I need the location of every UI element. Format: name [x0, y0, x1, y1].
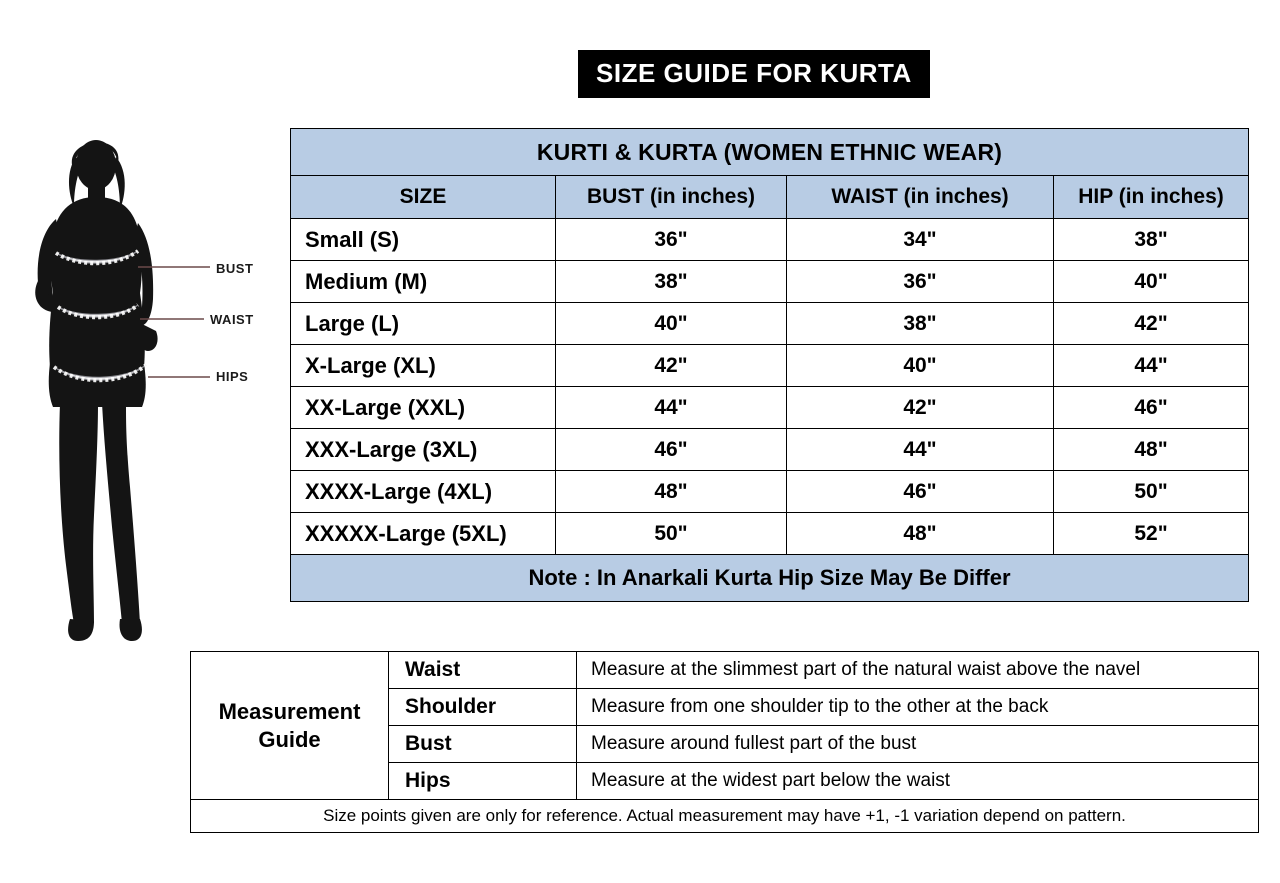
page-title: SIZE GUIDE FOR KURTA: [578, 50, 930, 98]
table-row: [291, 429, 1249, 471]
column-header-waist: WAIST (in inches): [787, 176, 1054, 219]
column-header-size: SIZE: [291, 176, 556, 219]
size-table-note: Note : In Anarkali Kurta Hip Size May Be Differ: [291, 555, 1249, 602]
measurement-guide-title-line2: Guide: [258, 726, 321, 752]
measurement-desc: Measure at the slimmest part of the natural waist above the navel: [577, 652, 1259, 689]
figure-label-waist: WAIST: [210, 312, 254, 327]
cell-bust: 46": [556, 429, 787, 471]
cell-waist: 46": [787, 471, 1054, 513]
cell-hip: 42": [1054, 303, 1249, 345]
size-table-banner: KURTI & KURTA (WOMEN ETHNIC WEAR): [291, 129, 1249, 176]
figure-label-bust: BUST: [216, 261, 254, 276]
cell-hip: 48": [1054, 429, 1249, 471]
table-row: [291, 387, 1249, 429]
cell-size: Large (L): [291, 303, 556, 345]
cell-waist: 34": [787, 219, 1054, 261]
cell-hip: 44": [1054, 345, 1249, 387]
cell-waist: 48": [787, 513, 1054, 555]
table-row: [291, 471, 1249, 513]
cell-waist: 44": [787, 429, 1054, 471]
table-note-row: [291, 555, 1249, 602]
measurement-key: Shoulder: [389, 689, 577, 726]
measurement-key: Bust: [389, 726, 577, 763]
cell-hip: 46": [1054, 387, 1249, 429]
measurement-desc: Measure around fullest part of the bust: [577, 726, 1259, 763]
table-header-row: [291, 176, 1249, 219]
cell-waist: 42": [787, 387, 1054, 429]
measurement-key: Hips: [389, 763, 577, 800]
cell-bust: 48": [556, 471, 787, 513]
table-row: [291, 345, 1249, 387]
measurement-guide-footer: Size points given are only for reference. Actual measurement may have +1, -1 variation depend on pattern.: [191, 800, 1259, 833]
cell-size: X-Large (XL): [291, 345, 556, 387]
table-banner-row: [291, 129, 1249, 176]
cell-hip: 50": [1054, 471, 1249, 513]
cell-bust: 38": [556, 261, 787, 303]
column-header-bust: BUST (in inches): [556, 176, 787, 219]
cell-size: XX-Large (XXL): [291, 387, 556, 429]
silhouette-svg: [20, 135, 300, 645]
body-silhouette-figure: [20, 135, 300, 645]
table-row: [291, 261, 1249, 303]
figure-label-hips: HIPS: [216, 369, 249, 384]
table-row: [291, 513, 1249, 555]
measurement-key: Waist: [389, 652, 577, 689]
size-chart-table: [290, 128, 1249, 602]
cell-size: Small (S): [291, 219, 556, 261]
cell-hip: 52": [1054, 513, 1249, 555]
cell-waist: 36": [787, 261, 1054, 303]
cell-bust: 42": [556, 345, 787, 387]
measurement-desc: Measure from one shoulder tip to the other at the back: [577, 689, 1259, 726]
measurement-guide-table: [190, 651, 1259, 833]
measurement-desc: Measure at the widest part below the waist: [577, 763, 1259, 800]
cell-bust: 50": [556, 513, 787, 555]
cell-bust: 40": [556, 303, 787, 345]
cell-hip: 38": [1054, 219, 1249, 261]
cell-size: Medium (M): [291, 261, 556, 303]
measurement-guide-title: [191, 652, 389, 800]
cell-waist: 38": [787, 303, 1054, 345]
cell-hip: 40": [1054, 261, 1249, 303]
column-header-hip: HIP (in inches): [1054, 176, 1249, 219]
cell-size: XXXXX-Large (5XL): [291, 513, 556, 555]
cell-bust: 44": [556, 387, 787, 429]
cell-bust: 36": [556, 219, 787, 261]
measurement-guide-title-line1: Measurement: [218, 699, 361, 724]
table-row: [291, 303, 1249, 345]
cell-waist: 40": [787, 345, 1054, 387]
cell-size: XXXX-Large (4XL): [291, 471, 556, 513]
measurement-footer-row: [191, 800, 1259, 833]
cell-size: XXX-Large (3XL): [291, 429, 556, 471]
measurement-row: [191, 652, 1259, 689]
table-row: [291, 219, 1249, 261]
